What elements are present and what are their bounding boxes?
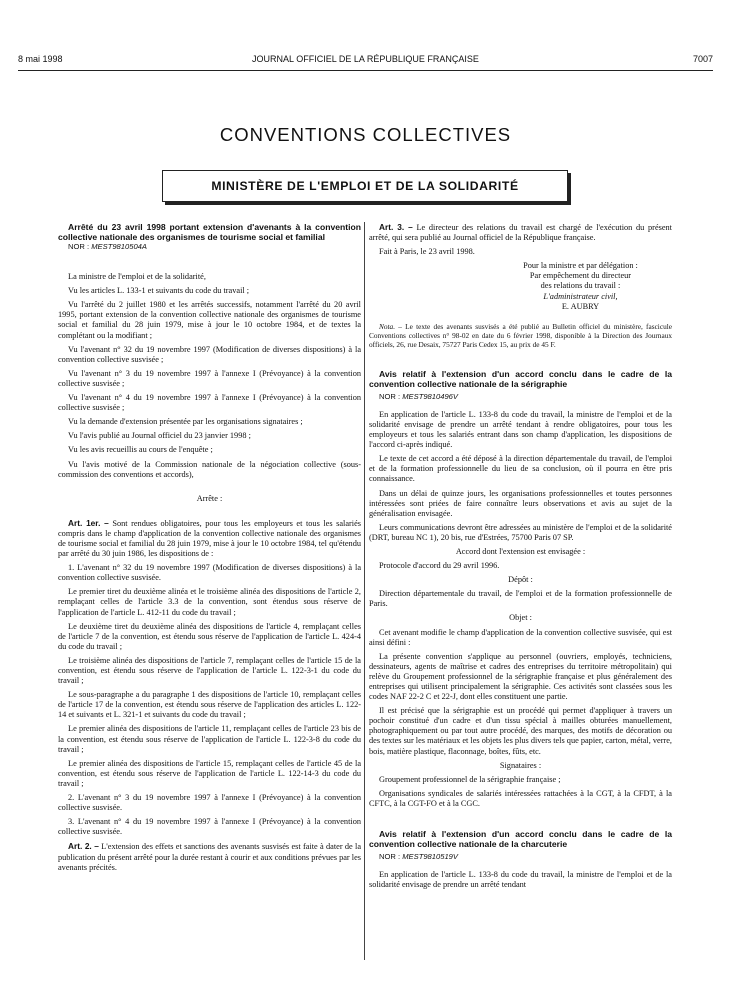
objet-paragraph: La présente convention s'applique au personnel (ouvriers, employés, techniciens, dessinateurs, agents de maîtrise et cadres des entreprises du territoire métropolitain) qui relève du Groupement professionnel de la sérigraphie française et plus généralement des entreprises qui utilisent principalement la sérigraphie. Ces activités sont classées sous les codes NAF 22-2 C et 22-J, dont elles constituent une partie.: [369, 651, 672, 702]
intro-line: Vu l'avenant n° 3 du 19 novembre 1997 à l'annexe I (Prévoyance) à la convention collective susvisée ;: [58, 368, 361, 388]
intro-line: Vu l'avis publié au Journal officiel du 23 janvier 1998 ;: [68, 431, 251, 441]
section-title: CONVENTIONS COLLECTIVES: [219, 124, 512, 145]
issue-date: 8 mai 1998: [18, 54, 63, 64]
intro-line: Vu la demande d'extension présentée par les organisations signataires ;: [68, 417, 303, 427]
avis-serigraphie-nor: [369, 392, 672, 402]
article-3: [369, 222, 672, 243]
article-2: [58, 841, 361, 872]
signature-line: des relations du travail :: [540, 281, 621, 291]
intro-line: Vu les articles L. 133-1 et suivants du code du travail ;: [68, 286, 250, 296]
objet-label: Objet :: [509, 613, 532, 623]
avis-paragraph: Leurs communications devront être adressées au ministère de l'emploi et de la solidarité (DRT, bureau NC 1), 20 bis, rue d'Estrées, 75700 Paris 07 SP.: [369, 522, 672, 542]
signature-line: Par empêchement du directeur: [529, 271, 632, 281]
ministry-box: [162, 170, 568, 202]
objet-paragraph: Il est précisé que la sérigraphie est un procédé qui permet d'appliquer à travers un pochoir constitué d'un cadre et d'un tissu spécial à mailles obturées manuellement, photographiquement ou par tout autre procédé, des marques, des motifs de décoration ou des textes sur les matériaux et les objets les plus divers tels que papier, carton, métal, verre, bois, matière plastique, flaconnage, boîtes, fûts, etc.: [369, 706, 672, 756]
article-1: [58, 518, 361, 559]
article-1-item: Le sous-paragraphe a du paragraphe 1 des dispositions de l'article 10, remplaçant celles de l'article 17 de la convention, est étendu sous réserve de l'application des articles L. 122-14 et suivants et L. 321-1 et suivants du code du travail ;: [58, 690, 361, 720]
signataire-item: Organisations syndicales de salariés intéressées rattachées à la CGT, à la CFDT, à la CFTC, à la CGT-FO et à la CGC.: [369, 788, 672, 808]
article-2-text: L'extension des effets et sanctions des avenants susvisés est faite à dater de la publication du présent arrêté pour la durée restant à courir et aux conditions prévues par les avenants précités.: [58, 842, 361, 872]
intro-line: Vu les avis recueillis au cours de l'enquête ;: [68, 445, 213, 455]
avis-charcuterie-nor: [369, 852, 672, 862]
article-1-label: Art. 1er. –: [68, 517, 109, 528]
article-1-text: Sont rendues obligatoires, pour tous les employeurs et tous les salariés compris dans le champ d'application de la convention collective nationale des organismes de tourisme social et familial du 28 juin 1979, mise à jour le 10 octobre 1984, tel qu'étendu par arrêté du 30 juin 1986, les dispositions de :: [58, 518, 362, 559]
left-column: [58, 222, 361, 873]
nota: [369, 322, 672, 349]
nota-label: Nota. –: [379, 321, 402, 331]
article-1-item: 1. L'avenant n° 32 du 19 novembre 1997 (Modification de diverses dispositions) à la convention collective susvisée.: [58, 563, 361, 583]
nor-code: MEST9810519V: [402, 852, 458, 862]
nor-label: NOR :: [379, 391, 401, 401]
article-1-item: 2. L'avenant n° 3 du 19 novembre 1997 à l'annexe I (Prévoyance) à la convention collective susvisée.: [58, 793, 361, 813]
accord-header: Accord dont l'extension est envisagée :: [455, 546, 586, 556]
signature-line: Pour la ministre et par délégation :: [523, 261, 638, 271]
avis-paragraph: Dans un délai de quinze jours, les organisations professionnelles et toutes personnes intéressées sont priées de faire connaître leurs observations et avis au sujet de la généralisation envisagée.: [369, 488, 672, 518]
nor-label: NOR :: [379, 852, 401, 862]
intro-line: Vu l'arrêté du 2 juillet 1980 et les arrêtés successifs, notamment l'arrêté du 20 avril 1995, portant extension de la convention collective nationale des organismes de tourisme social et familial du 28 juin 1979, mise à jour le 10 octobre 1984, et de textes la complétant ou la modifiant ;: [58, 300, 361, 340]
article-1-item: Le premier alinéa des dispositions de l'article 11, remplaçant celles de l'article 23 bis de la convention, est étendu sous réserve de l'application de l'article L. 122-3-8 du code du travail ;: [58, 724, 361, 754]
journal-title: JOURNAL OFFICIEL DE LA RÉPUBLIQUE FRANÇAISE: [252, 54, 479, 64]
avis-paragraph: En application de l'article L. 133-8 du code du travail, la ministre de l'emploi et de la solidarité envisage de prendre un arrêté tendant à rendre obligatoires, pour tous les employeurs et tous les salariés entrant dans son champ d'application, les dispositions de l'accord ci-après indiqué.: [369, 409, 672, 450]
avis-serigraphie-title: Avis relatif à l'extension d'un accord conclu dans le cadre de la convention collective nationale de la sérigraphie: [369, 368, 672, 389]
nota-text: Le texte des avenants susvisés a été publié au Bulletin officiel du ministère, fascicule Conventions collectives n° 98-02 en date du 6 février 1998, disponible à la Direction des Journaux officiels, 26, rue Desaix, 75727 Paris Cedex 15, au prix de 45 F.: [369, 321, 672, 349]
signature-line: L'administrateur civil,: [543, 291, 618, 301]
right-column: [369, 222, 672, 890]
signed-place-date: Fait à Paris, le 23 avril 1998.: [379, 247, 475, 257]
nor-code: MEST9810496V: [402, 391, 458, 401]
article-1-item: Le deuxième tiret du deuxième alinéa des dispositions de l'article 4, remplaçant celles de l'article 7 de la convention, est étendu sous réserve de l'application de l'article L. 424-4 du code du travail ;: [58, 621, 361, 651]
column-divider: [364, 222, 365, 960]
intro-line: Vu l'avis motivé de la Commission nationale de la négociation collective (sous-commission des conventions et accords),: [58, 459, 361, 479]
article-3-label: Art. 3. –: [379, 222, 413, 232]
depot-label: Dépôt :: [508, 575, 533, 585]
arrete-label: Arrête :: [196, 493, 223, 503]
header-rule: [18, 70, 713, 71]
nor-code: MEST9810504A: [91, 242, 147, 251]
signataires-label: Signataires :: [499, 760, 542, 770]
signataire-item: Groupement professionnel de la sérigraphie française ;: [379, 774, 561, 784]
article-1-item: Le troisième alinéa des dispositions de l'article 7, remplaçant celles de l'article 15 de la convention, est étendu sous réserve de l'application de l'article L. 122-3-1 du code du travail ;: [58, 655, 361, 686]
depot-text: Direction départementale du travail, de l'emploi et de la formation professionnelle de Paris.: [369, 589, 672, 609]
running-header: [18, 54, 713, 66]
intro-line: La ministre de l'emploi et de la solidarité,: [68, 272, 206, 282]
nor-label: NOR :: [68, 242, 90, 251]
signatory-name: E. AUBRY: [561, 301, 600, 311]
article-1-item: 3. L'avenant n° 4 du 19 novembre 1997 à l'annexe I (Prévoyance) à la convention collective susvisée.: [58, 817, 361, 837]
ministry-title: MINISTÈRE DE L'EMPLOI ET DE LA SOLIDARITÉ: [211, 179, 519, 193]
intro-line: Vu l'avenant n° 4 du 19 novembre 1997 à l'annexe I (Prévoyance) à la convention collective susvisée ;: [58, 393, 361, 413]
intro-line: Vu l'avenant n° 32 du 19 novembre 1997 (Modification de diverses dispositions) à la convention collective susvisée ;: [58, 344, 361, 364]
article-2-label: Art. 2. –: [68, 841, 99, 852]
avis-charcuterie-title: Avis relatif à l'extension d'un accord conclu dans le cadre de la convention collective nationale de la charcuterie: [369, 829, 672, 850]
protocole: Protocole d'accord du 29 avril 1996.: [379, 561, 500, 571]
article-1-item: Le premier tiret du deuxième alinéa et le troisième alinéa des dispositions de l'article 2, remplaçant celles de l'article 3.3 de la convention, sont étendus sous réserve de l'application de l'article L. 412-11 du code du travail ;: [58, 587, 361, 617]
arrete-nor: [58, 242, 361, 252]
article-1-item: Le premier alinéa des dispositions de l'article 15, remplaçant celles de l'article 45 de la convention, est étendu sous réserve de l'application de l'article L. 122-14-3 du code du travail ;: [58, 758, 361, 788]
arrete-title: Arrêté du 23 avril 1998 portant extension d'avenants à la convention collective nationale des organismes de tourisme social et familial: [58, 222, 361, 242]
page-number: 7007: [692, 54, 713, 64]
avis-paragraph: En application de l'article L. 133-8 du code du travail, la ministre de l'emploi et de la solidarité envisage de prendre un arrêté tendant: [369, 870, 672, 890]
article-3-text: Le directeur des relations du travail est chargé de l'exécution du présent arrêté, qui sera publié au Journal officiel de la République française.: [369, 223, 672, 243]
objet-paragraph: Cet avenant modifie le champ d'application de la convention collective susvisée, qui est ainsi défini :: [369, 627, 672, 647]
avis-paragraph: Le texte de cet accord a été déposé à la direction départementale du travail, de l'emploi et de la formation professionnelle du lieu de sa conclusion, où il pourra en être pris connaissance.: [369, 454, 672, 484]
